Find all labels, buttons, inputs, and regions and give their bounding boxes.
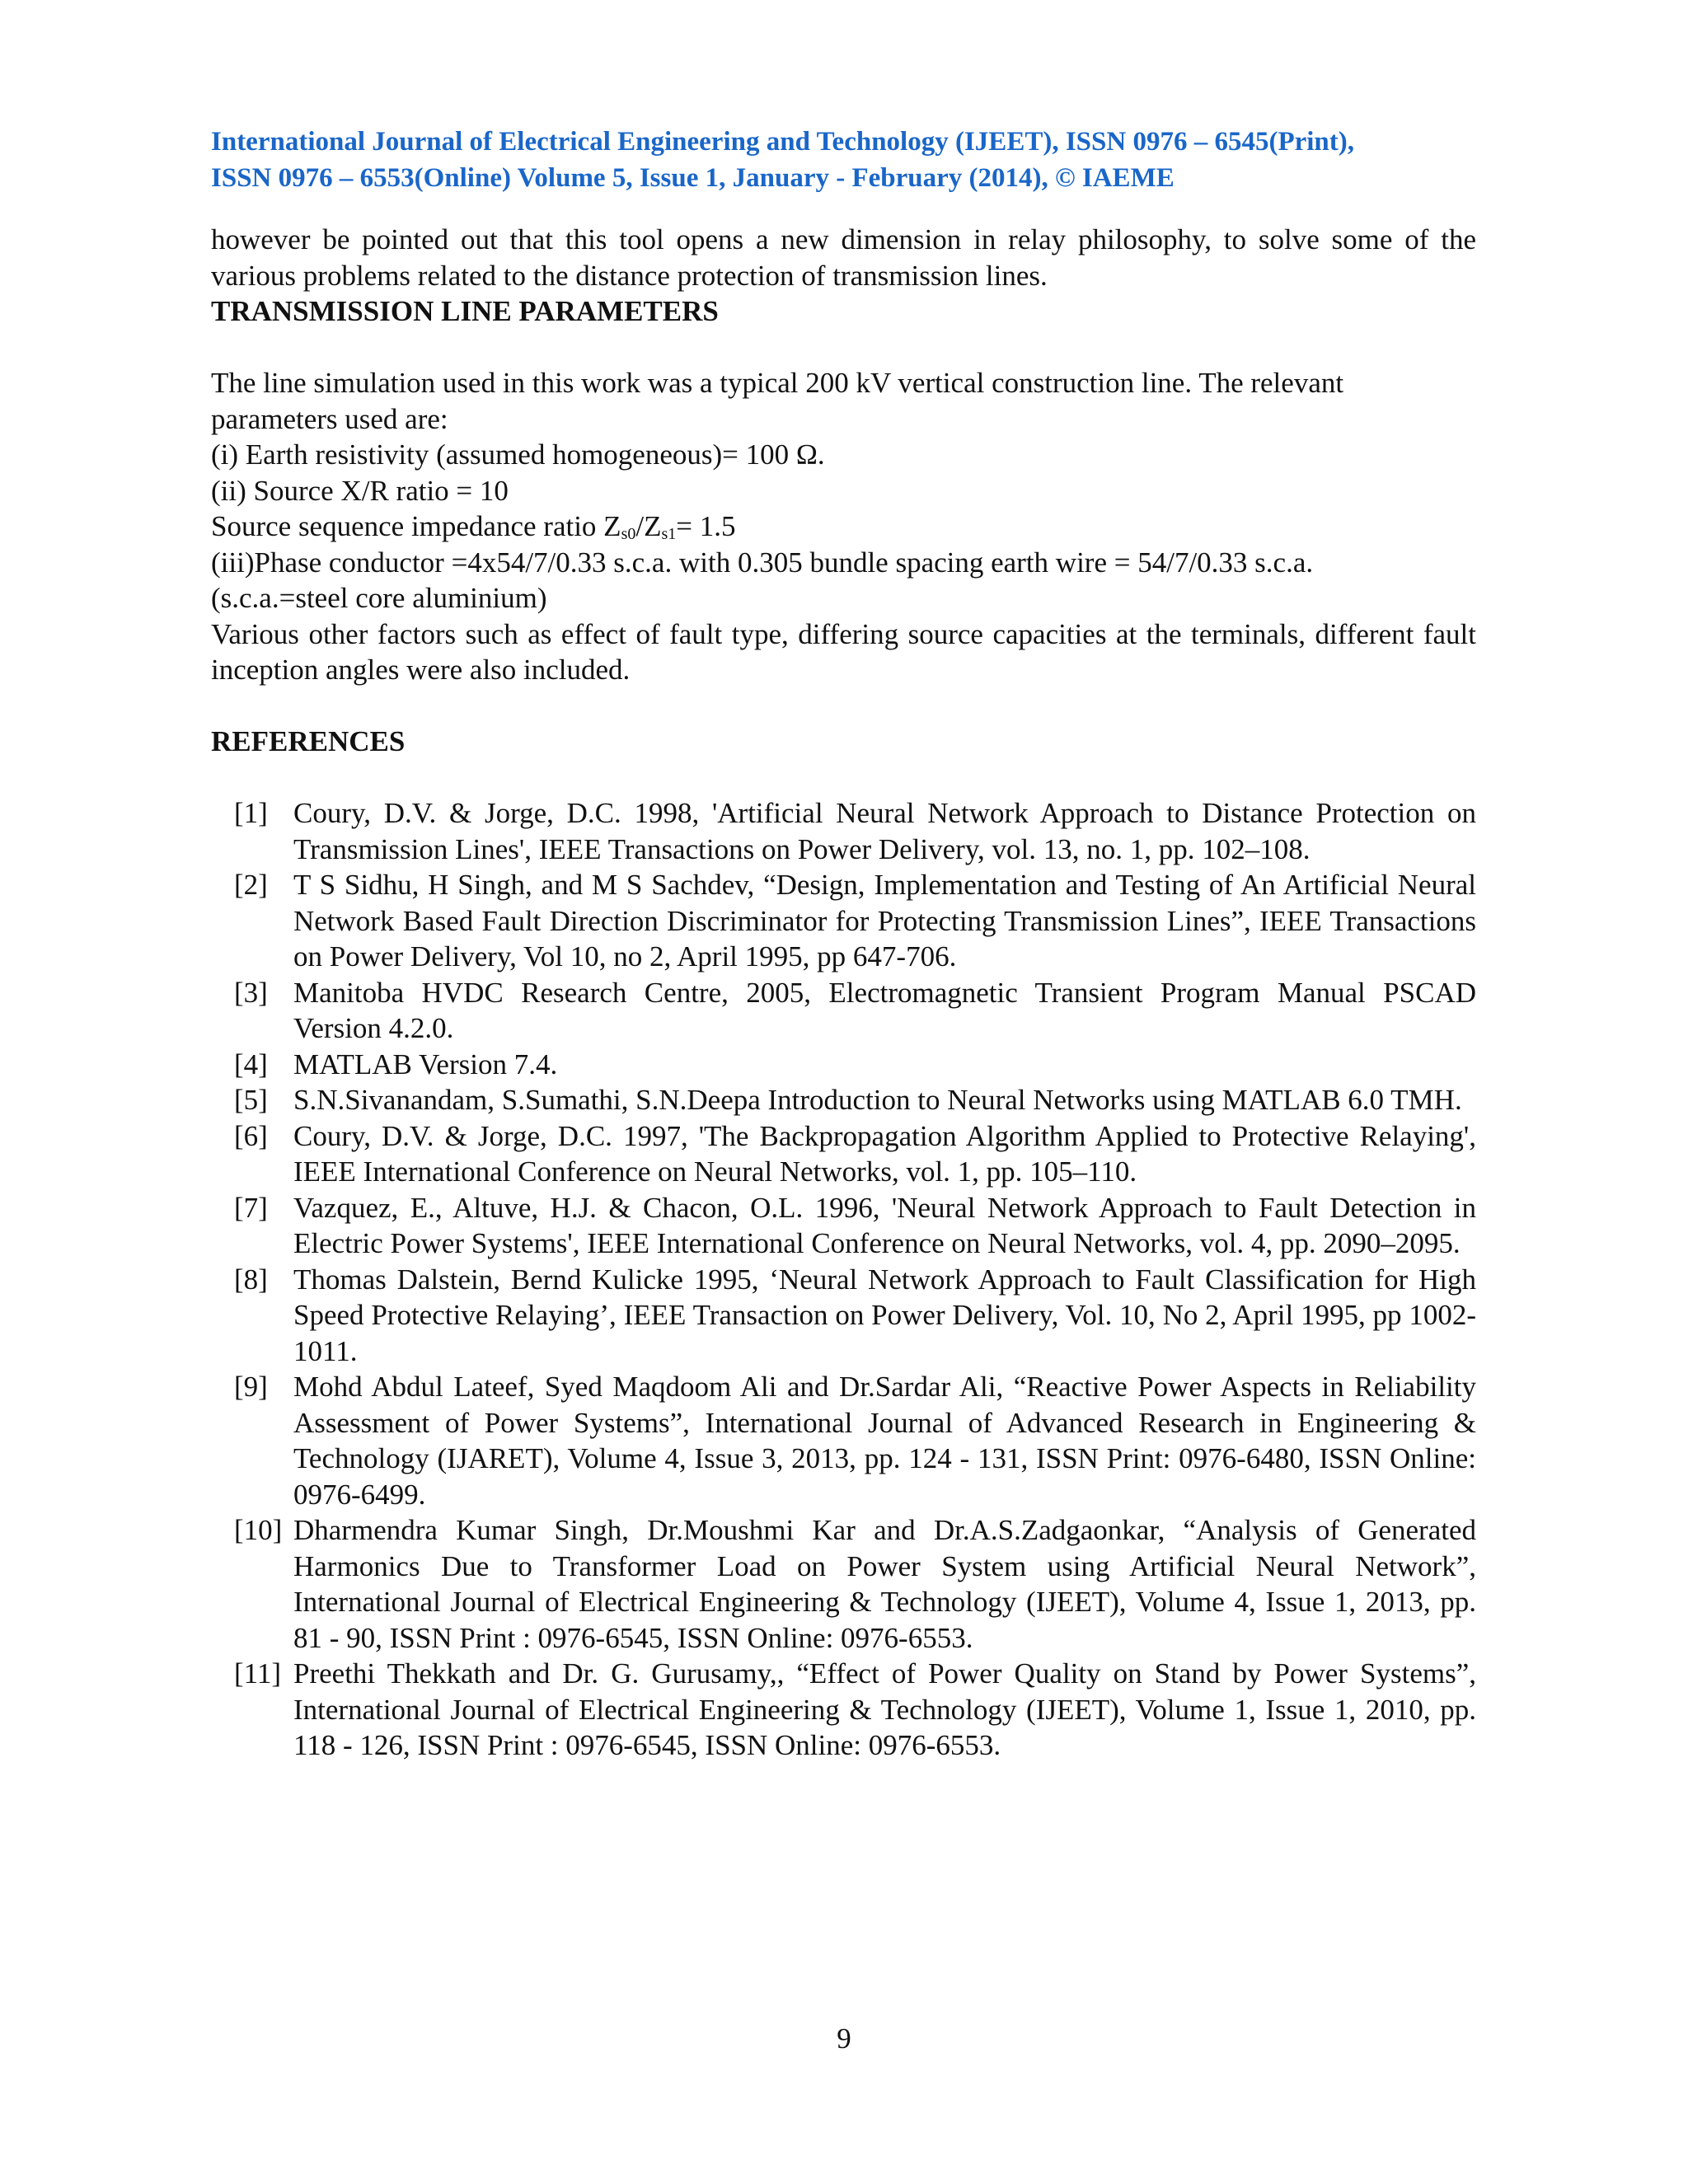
section-line-2: parameters used are: xyxy=(211,402,448,435)
ratio-subscript-2: s1 xyxy=(661,525,677,543)
spacer xyxy=(211,688,1476,724)
reference-number: [7] xyxy=(234,1191,268,1224)
references-heading: REFERENCES xyxy=(211,725,406,757)
spacer xyxy=(211,760,1476,796)
reference-number: [10] xyxy=(234,1514,283,1546)
header-line-1: International Journal of Electrical Engineering and Technology (IJEET), ISSN 0976 – 6545(Print), xyxy=(211,127,1354,157)
reference-text: Mohd Abdul Lateef, Syed Maqdoom Ali and Dr.Sardar Ali, “Reactive Power Aspects in Reliability Assessment of Power Systems”, International Journal of Advanced Research in Engineering & Technology (IJARET), Volume 4, Issue 3, 2013, pp. 124 - 131, ISSN Print: 0976-6480, ISSN Online: 0976-6499. xyxy=(293,1371,1476,1511)
reference-item xyxy=(211,975,1476,1047)
reference-number: [5] xyxy=(234,1084,268,1116)
reference-text: MATLAB Version 7.4. xyxy=(293,1047,558,1080)
section-heading: TRANSMISSION LINE PARAMETERS xyxy=(211,295,719,327)
reference-number: [2] xyxy=(234,869,268,901)
header-line-2: ISSN 0976 – 6553(Online) Volume 5, Issue 1, January - February (2014), © IAEME xyxy=(211,163,1175,193)
parameter-earth-resistivity: (i) Earth resistivity (assumed homogeneous)= 100 Ω. xyxy=(211,438,825,471)
reference-number: [3] xyxy=(234,976,268,1009)
reference-item xyxy=(211,1082,1476,1118)
reference-number: [1] xyxy=(234,797,268,829)
reference-item xyxy=(211,1190,1476,1262)
reference-item xyxy=(211,1047,1476,1083)
reference-text: Dharmendra Kumar Singh, Dr.Moushmi Kar and Dr.A.S.Zadgaonkar, “Analysis of Generated Harmonics Due to Transformer Load on Power System using Artificial Neural Network”, International Journal of Electrical Engineering & Technology (IJEET), Volume 4, Issue 1, 2013, pp. 81 - 90, ISSN Print : 0976-6545, ISSN Online: 0976-6553. xyxy=(293,1514,1476,1654)
reference-item xyxy=(211,867,1476,975)
reference-number: [4] xyxy=(234,1047,268,1080)
ratio-slash: /Z xyxy=(635,510,662,542)
references-list xyxy=(211,795,1476,1764)
reference-number: [8] xyxy=(234,1263,268,1296)
spacer xyxy=(211,330,1476,366)
page-content xyxy=(211,124,1476,1764)
reference-number: [11] xyxy=(234,1657,282,1690)
closing-paragraph: Various other factors such as effect of fault type, differing source capacities at the terminals, different fault inception angles were also included. xyxy=(211,617,1476,686)
parameter-source-xr-ratio: (ii) Source X/R ratio = 10 xyxy=(211,474,509,507)
reference-number: [6] xyxy=(234,1119,268,1152)
reference-text: Preethi Thekkath and Dr. G. Gurusamy,, “Effect of Power Quality on Stand by Power Systems”, International Journal of Electrical Engineering & Technology (IJEET), Volume 1, Issue 1, 2010, pp. 118 - 126, ISSN Print : 0976-6545, ISSN Online: 0976-6553. xyxy=(293,1657,1476,1761)
section-line-1: The line simulation used in this work was a typical 200 kV vertical construction line. The relevant xyxy=(211,367,1344,399)
ratio-suffix: = 1.5 xyxy=(676,510,736,542)
reference-number: [9] xyxy=(234,1371,268,1403)
intro-paragraph: however be pointed out that this tool opens a new dimension in relay philosophy, to solve some of the various problems related to the distance protection of transmission lines. xyxy=(211,223,1476,292)
reference-text: S.N.Sivanandam, S.Sumathi, S.N.Deepa Introduction to Neural Networks using MATLAB 6.0 TMH. xyxy=(293,1084,1462,1116)
reference-item xyxy=(211,1262,1476,1370)
reference-text: Coury, D.V. & Jorge, D.C. 1998, 'Artificial Neural Network Approach to Distance Protection on Transmission Lines', IEEE Transactions on Power Delivery, vol. 13, no. 1, pp. 102–108. xyxy=(293,797,1476,865)
reference-item xyxy=(211,1656,1476,1764)
reference-text: Vazquez, E., Altuve, H.J. & Chacon, O.L. 1996, 'Neural Network Approach to Fault Detection in Electric Power Systems', IEEE International Conference on Neural Networks, vol. 4, pp. 2090–2095. xyxy=(293,1191,1476,1259)
reference-item xyxy=(211,795,1476,867)
reference-item xyxy=(211,1369,1476,1512)
ratio-subscript-1: s0 xyxy=(621,525,636,543)
reference-item xyxy=(211,1118,1476,1190)
parameter-phase-conductor: (iii)Phase conductor =4x54/7/0.33 s.c.a. with 0.305 bundle spacing earth wire = 54/7/0.33 s.c.a. xyxy=(211,546,1314,579)
reference-text: Thomas Dalstein, Bernd Kulicke 1995, ‘Neural Network Approach to Fault Classification for High Speed Protective Relaying’, IEEE Transaction on Power Delivery, Vol. 10, No 2, April 1995, pp 1002- 1011. xyxy=(293,1263,1476,1367)
page-number: 9 xyxy=(837,2022,851,2055)
reference-text: T S Sidhu, H Singh, and M S Sachdev, “Design, Implementation and Testing of An Artificial Neural Network Based Fault Direction Discriminator for Protecting Transmission Lines”, IEEE Transactions on Power Delivery, Vol 10, no 2, April 1995, pp 647-706. xyxy=(293,869,1476,972)
reference-item xyxy=(211,1512,1476,1656)
parameter-impedance-ratio xyxy=(211,509,1476,545)
journal-header xyxy=(211,124,1476,196)
reference-text: Coury, D.V. & Jorge, D.C. 1997, 'The Backpropagation Algorithm Applied to Protective Relaying', IEEE International Conference on Neural Networks, vol. 1, pp. 105–110. xyxy=(293,1119,1476,1188)
parameter-sca-definition: (s.c.a.=steel core aluminium) xyxy=(211,582,547,614)
ratio-prefix: Source sequence impedance ratio Z xyxy=(211,510,621,542)
reference-text: Manitoba HVDC Research Centre, 2005, Electromagnetic Transient Program Manual PSCAD Version 4.2.0. xyxy=(293,976,1476,1044)
